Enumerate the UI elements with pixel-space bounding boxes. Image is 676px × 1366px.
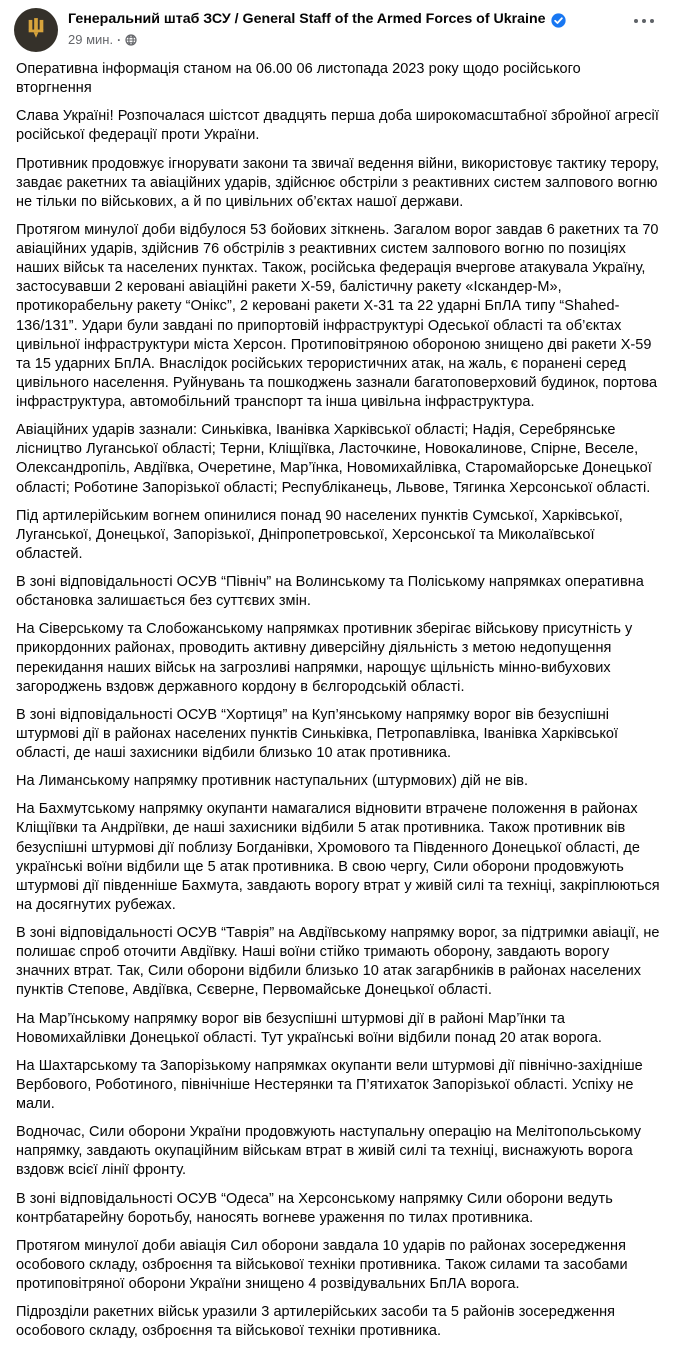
post-paragraph: На Шахтарському та Запорізькому напрямках окупанти вели штурмові дії північно-західніше Вербового, Роботиного, північніше Нестерянки та П’ятихаток Запорізької області. Успіху не мали. xyxy=(16,1057,643,1112)
meta-row xyxy=(68,32,660,47)
ukraine-trident-icon xyxy=(25,17,47,43)
post-paragraph: Оперативна інформація станом на 06.00 06 листопада 2023 року щодо російського вторгнення xyxy=(16,61,581,97)
more-options-button[interactable] xyxy=(630,13,658,29)
name-row xyxy=(68,11,660,28)
post-paragraph: Авіаційних ударів зазнали: Синьківка, Іванівка Харківської області; Надія, Серебрянське лісництво Луганської області; Терни, Кліщіївка, Ласточкине, Новокалинове, Спірне, Веселе, Олександропіль, Авдіївка, Очеретине, Мар’їнка, Новомихайлівка, Старомайорське Донецької області; Роботине Запорізької області; Республіканець, Львове, Тягинка Херсонської області. xyxy=(16,422,652,496)
meta-separator: · xyxy=(117,32,122,47)
post-content xyxy=(0,54,676,1341)
globe-icon xyxy=(125,34,137,46)
header-info xyxy=(68,8,660,47)
post-paragraph: В зоні відповідальності ОСУВ “Таврія” на Авдіївському напрямку ворог, за підтримки авіації, не полишає спроб оточити Авдіївку. Наші воїни стійко тримають оборону, завдають ворогу значних втрат. Так, Сили оборони відбили близько 10 атак загарбників в районах населених пунктів Степове, Авдіївка, Сєверне, Первомайське Донецької області. xyxy=(16,925,660,999)
post-paragraph: Водночас, Сили оборони України продовжують наступальну операцію на Мелітопольському напрямку, завдають окупаційним військам втрат в живій силі та техніці, виснажують ворога вздовж всієї лінії фронту. xyxy=(16,1124,642,1179)
post-paragraph: Противник продовжує ігнорувати закони та звичаї ведення війни, використовує тактику терору, завдає ракетних та авіаційних ударів, здійснює обстріли з реактивних систем залпового вогню не тільки по військових, а й по цивільних об’єктах нашої держави. xyxy=(16,155,660,210)
page-avatar[interactable] xyxy=(14,8,58,52)
post-paragraph: В зоні відповідальності ОСУВ “Хортиця” на Куп’янському напрямку ворог вів безуспішні штурмові дії в районах населених пунктів Синьківка, Петропавлівка, Іванівка Харківської області, де наші захисники відбили близько 10 атак противника. xyxy=(16,706,619,761)
post-paragraph: Під артилерійським вогнем опинилися понад 90 населених пунктів Сумської, Харківської, Луганської, Донецької, Запорізької, Дніпропетровської, Херсонської та Миколаївської областей. xyxy=(16,507,623,562)
post-paragraph: На Сіверському та Слобожанському напрямках противник зберігає військову присутність у прикордонних районах, проводить активну диверсійну діяльність з метою недопущення перекидання наших військ на загрозливі напрямки, нарощує щільність мінно-вибухових загороджень вздовж державного кордону в бєлгородській області. xyxy=(16,621,633,695)
post-paragraph: В зоні відповідальності ОСУВ “Одеса” на Херсонському напрямку Сили оборони ведуть контрбатарейну боротьбу, наносять вогневе ураження по тилах противника. xyxy=(16,1190,613,1226)
post-paragraph: Слава Україні! Розпочалася шістсот двадцять перша доба широкомасштабної збройної агресії російської федерації проти України. xyxy=(16,108,659,144)
verified-badge-icon xyxy=(551,13,566,28)
post-paragraph: Протягом минулої доби відбулося 53 бойових зіткнень. Загалом ворог завдав 6 ракетних та 70 авіаційних ударів, здійснив 76 обстрілів з реактивних систем залпового вогню по позиціях наших військ та населених пунктах. Також, російська федерація вчергове атакувала Україну, застосувавши 2 керовані авіаційні ракети Х-59, балістичну ракету «Іскандер-М», протикорабельну ракету “Онікс”, 2 керовані ракети Х-31 та 22 ударні БпЛА типу “Shahed-136/131”. Удари були завдані по припортовій інфраструктурі Одеської області та об’єктах цивільної інфраструктури міста Херсон. Протиповітряною обороною знищено дві ракети Х-59 та 15 ударних БпЛА. Внаслідок російських терористичних атак, на жаль, є поранені серед цивільного населення. Руйнувань та пошкоджень зазнали багатоповерховий будинок, портова інфраструктура, автомобільний транспорт та інша цивільна інфраструктура. xyxy=(16,221,659,410)
post-paragraph: На Бахмутському напрямку окупанти намагалися відновити втрачене положення в районах Кліщіївки та Андріївки, де наші захисники відбили 5 атак противника. Також противник вів безуспішні штурмові дії поблизу Богданівки, Хромового та Південного Донецької області, де українські воїни відбили ще 5 атак противника. В свою чергу, Сили оборони продовжують штурмові дії південніше Бахмута, завдають ворогу втрат у живій силі та техніці, закріплюються на досягнутих рубежах. xyxy=(16,801,660,913)
post-paragraph: В зоні відповідальності ОСУВ “Північ” на Волинському та Поліському напрямках оперативна обстановка залишається без суттєвих змін. xyxy=(16,574,644,610)
post-paragraph: На Мар’їнському напрямку ворог вів безуспішні штурмові дії в районі Мар’їнки та Новомихайлівки Донецької області. Тут українські воїни відбили понад 20 атак ворога. xyxy=(16,1010,602,1046)
post-paragraph: Підрозділи ракетних військ уразили 3 артилерійських засоби та 5 районів зосередження особового складу, озброєння та військової техніки противника. xyxy=(16,1304,616,1340)
post-paragraph: Протягом минулої доби авіація Сил оборони завдала 10 ударів по районах зосередження особового складу, озброєння та військової техніки противника. Також силами та засобами протиповітряної оборони України знищено 4 розвідувальних БпЛА ворога. xyxy=(16,1237,628,1292)
post-header xyxy=(0,0,676,54)
page-name-link[interactable]: Генеральний штаб ЗСУ / General Staff of the Armed Forces of Ukraine xyxy=(68,11,546,27)
post-timestamp[interactable]: 29 мин. xyxy=(68,32,114,48)
ellipsis-icon xyxy=(634,19,638,23)
post-paragraph: На Лиманському напрямку противник наступальних (штурмових) дій не вів. xyxy=(16,773,529,790)
